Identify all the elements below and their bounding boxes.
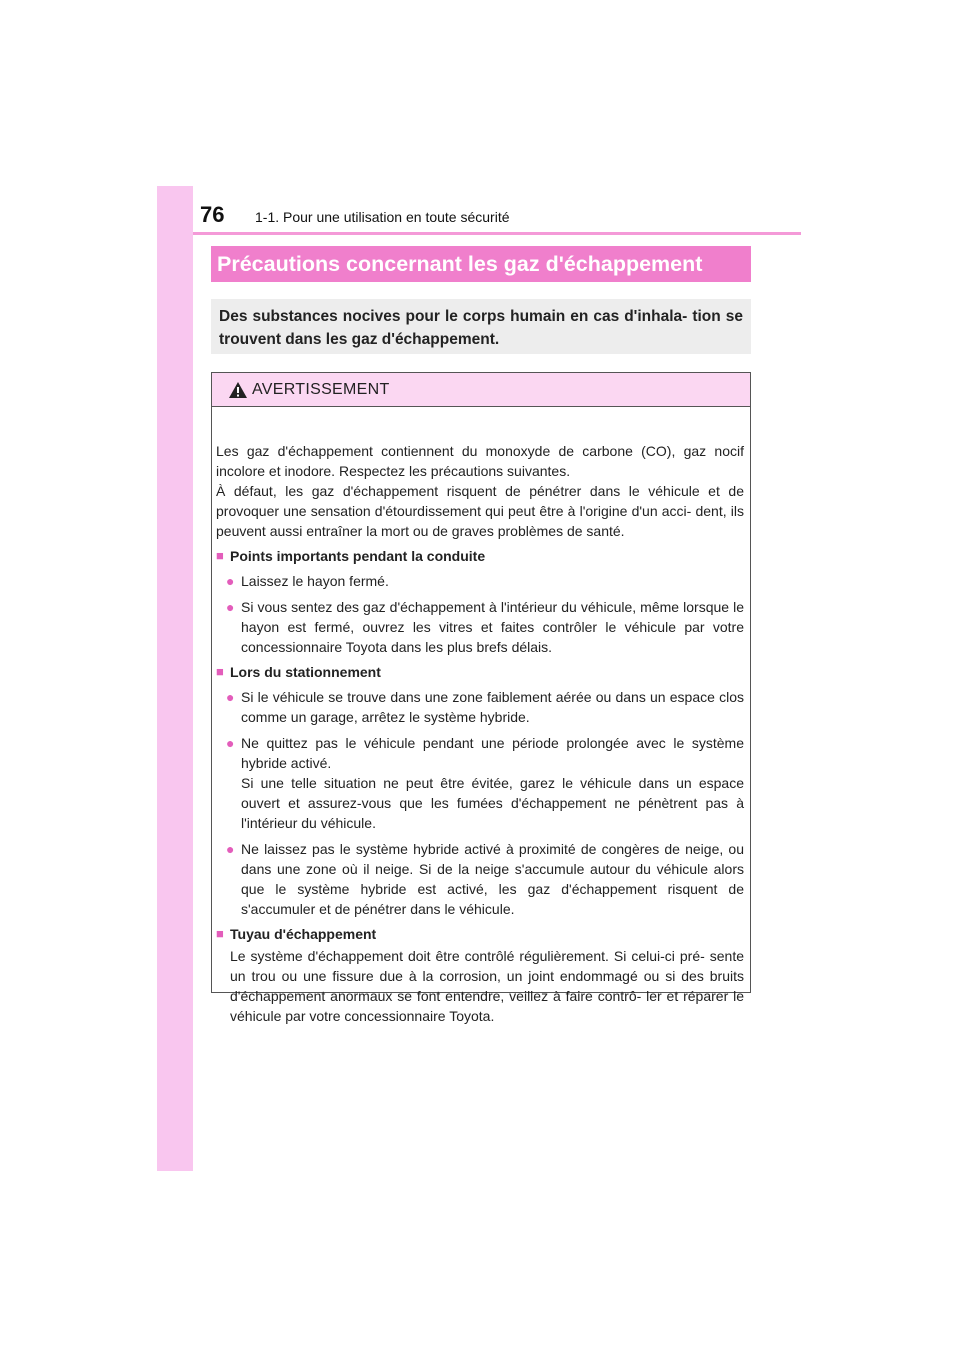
header-rule bbox=[193, 232, 801, 235]
square-bullet-icon: ■ bbox=[216, 548, 224, 563]
warning-header bbox=[212, 373, 750, 407]
list-item: ● Si le véhicule se trouve dans une zone faiblement aérée ou dans un espace clos comme un garage, arrêtez le système hybride. bbox=[226, 689, 744, 725]
intro-box: Des substances nocives pour le corps humain en cas d'inhala- tion se trouvent dans les gaz d'échappement. bbox=[211, 299, 751, 354]
circle-bullet-icon: ● bbox=[226, 735, 235, 751]
warning-body bbox=[212, 441, 750, 1026]
list-item: ● Ne laissez pas le système hybride activé à proximité de congères de neige, ou dans une zone où il neige. Si de la neige s'accumule autour du véhicule alors que le système hybride est activé, les gaz d'échappement risquent de s'accumuler et de pénétrer dans le véhicule. bbox=[226, 841, 744, 917]
square-bullet-icon: ■ bbox=[216, 926, 224, 941]
list-item: ● Laissez le hayon fermé. bbox=[226, 573, 389, 589]
warning-paragraph: À défaut, les gaz d'échappement risquent de pénétrer dans le véhicule et de provoquer une sensation d'étourdissement qui peut être à l'origine d'un acci- dent, ils peuvent aussi entraîner la mort ou de graves problèmes de santé. bbox=[216, 483, 744, 539]
section-title: Précautions concernant les gaz d'échappement bbox=[211, 246, 751, 282]
side-tab-band bbox=[157, 186, 193, 1171]
circle-bullet-icon: ● bbox=[226, 573, 235, 589]
section-text: Le système d'échappement doit être contrôlé régulièrement. Si celui-ci pré- sente un trou ou une fissure due à la corrosion, un joint endommagé ou si des bruits d'échappement anormaux se font entendre, veillez à faire contrô- ler et réparer le véhicule par votre concessionnaire Toyota. bbox=[230, 948, 744, 1024]
chapter-title: 1-1. Pour une utilisation en toute sécurité bbox=[255, 209, 510, 225]
warning-title: AVERTISSEMENT bbox=[252, 380, 390, 398]
section-heading: ■ Points importants pendant la conduite bbox=[216, 548, 486, 564]
warning-triangle-icon bbox=[228, 381, 248, 399]
section-heading: ■ Tuyau d'échappement bbox=[216, 926, 377, 942]
circle-bullet-icon: ● bbox=[226, 841, 235, 857]
list-item: ● Si vous sentez des gaz d'échappement à l'intérieur du véhicule, même lorsque le hayon est fermé, ouvrez les vitres et faites contrôler le véhicule par votre concessionnaire Toyota dans les plus brefs délais. bbox=[226, 599, 744, 655]
list-item: ● Ne quittez pas le véhicule pendant une période prolongée avec le système hybride activé. Si une telle situation ne peut être évitée, garez le véhicule dans un espace ouvert et assurez-vous que les fumées d'échappement ne pénètrent pas à l'intérieur du véhicule. bbox=[226, 735, 744, 831]
square-bullet-icon: ■ bbox=[216, 664, 224, 679]
circle-bullet-icon: ● bbox=[226, 689, 235, 705]
page-number: 76 bbox=[200, 202, 225, 227]
circle-bullet-icon: ● bbox=[226, 599, 235, 615]
warning-paragraph: Les gaz d'échappement contiennent du monoxyde de carbone (CO), gaz nocif incolore et inodore. Respectez les précautions suivantes. bbox=[216, 443, 744, 479]
section-heading: ■ Lors du stationnement bbox=[216, 664, 381, 680]
warning-box bbox=[211, 372, 751, 1024]
